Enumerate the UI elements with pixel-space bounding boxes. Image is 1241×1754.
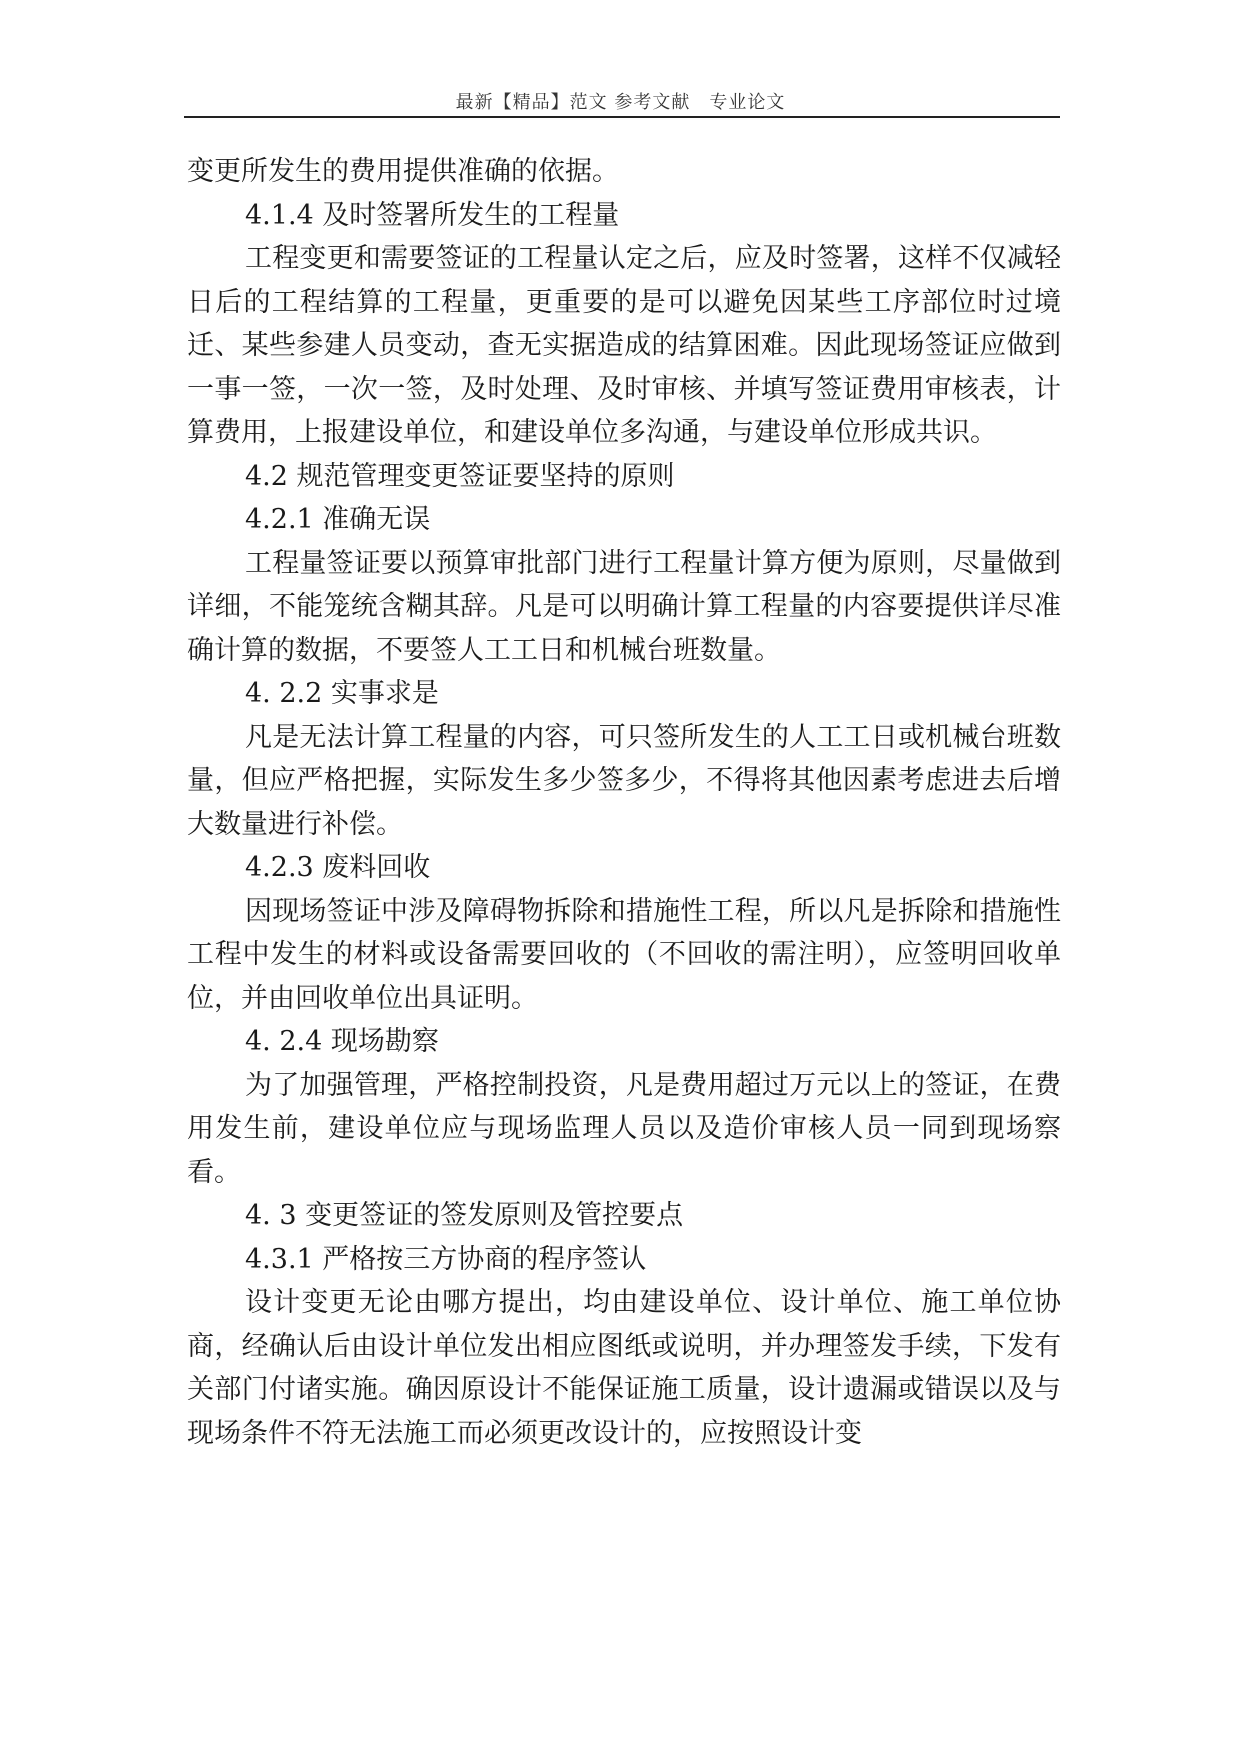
paragraph: 因现场签证中涉及障碍物拆除和措施性工程，所以凡是拆除和措施性工程中发生的材料或设备需要回收的（不回收的需注明），应签明回收单位，并由回收单位出具证明。 <box>187 895 1061 1014</box>
page-header: 最新【精品】范文 参考文献 专业论文 <box>455 92 786 113</box>
section-heading-4-3-1: 4.3.1 严格按三方协商的程序签认 <box>245 1243 647 1275</box>
section-heading-4-2-2: 4. 2.2 实事求是 <box>245 678 439 709</box>
section-heading-4-3: 4. 3 变更签证的签发原则及管控要点 <box>245 1200 684 1231</box>
paragraph-continuation: 变更所发生的费用提供准确的依据。 <box>187 156 619 187</box>
section-heading-4-2-1: 4.2.1 准确无误 <box>245 504 431 535</box>
paragraph: 为了加强管理，严格控制投资，凡是费用超过万元以上的签证，在费用发生前，建设单位应与现场监理人员以及造价审核人员一同到现场察看。 <box>187 1069 1061 1188</box>
section-heading-4-2-3: 4.2.3 废料回收 <box>245 852 431 883</box>
paragraph: 凡是无法计算工程量的内容，可只签所发生的人工工日或机械台班数量，但应严格把握，实际发生多少签多少，不得将其他因素考虑进去后增大数量进行补偿。 <box>187 721 1061 840</box>
header-rule <box>184 116 1060 118</box>
section-heading-4-1-4: 4.1.4 及时签署所发生的工程量 <box>245 199 620 231</box>
section-heading-4-2: 4.2 规范管理变更签证要坚持的原则 <box>245 460 675 492</box>
section-heading-4-2-4: 4. 2.4 现场勘察 <box>245 1026 439 1057</box>
paragraph: 工程变更和需要签证的工程量认定之后，应及时签署，这样不仅减轻日后的工程结算的工程量，更重要的是可以避免因某些工序部位时过境迁、某些参建人员变动，查无实据造成的结算困难。因此现场签证应做到一事一签，一次一签，及时处理、及时审核、并填写签证费用审核表，计算费用，上报建设单位，和建设单位多沟通，与建设单位形成共识。 <box>187 243 1061 448</box>
document-body <box>187 150 1061 1455</box>
paragraph: 设计变更无论由哪方提出，均由建设单位、设计单位、施工单位协商，经确认后由设计单位发出相应图纸或说明，并办理签发手续，下发有关部门付诸实施。确因原设计不能保证施工质量，设计遗漏或错误以及与现场条件不符无法施工而必须更改设计的，应按照设计变 <box>187 1287 1061 1449</box>
paragraph: 工程量签证要以预算审批部门进行工程量计算方便为原则，尽量做到详细，不能笼统含糊其辞。凡是可以明确计算工程量的内容要提供详尽准确计算的数据，不要签人工工日和机械台班数量。 <box>187 547 1061 666</box>
